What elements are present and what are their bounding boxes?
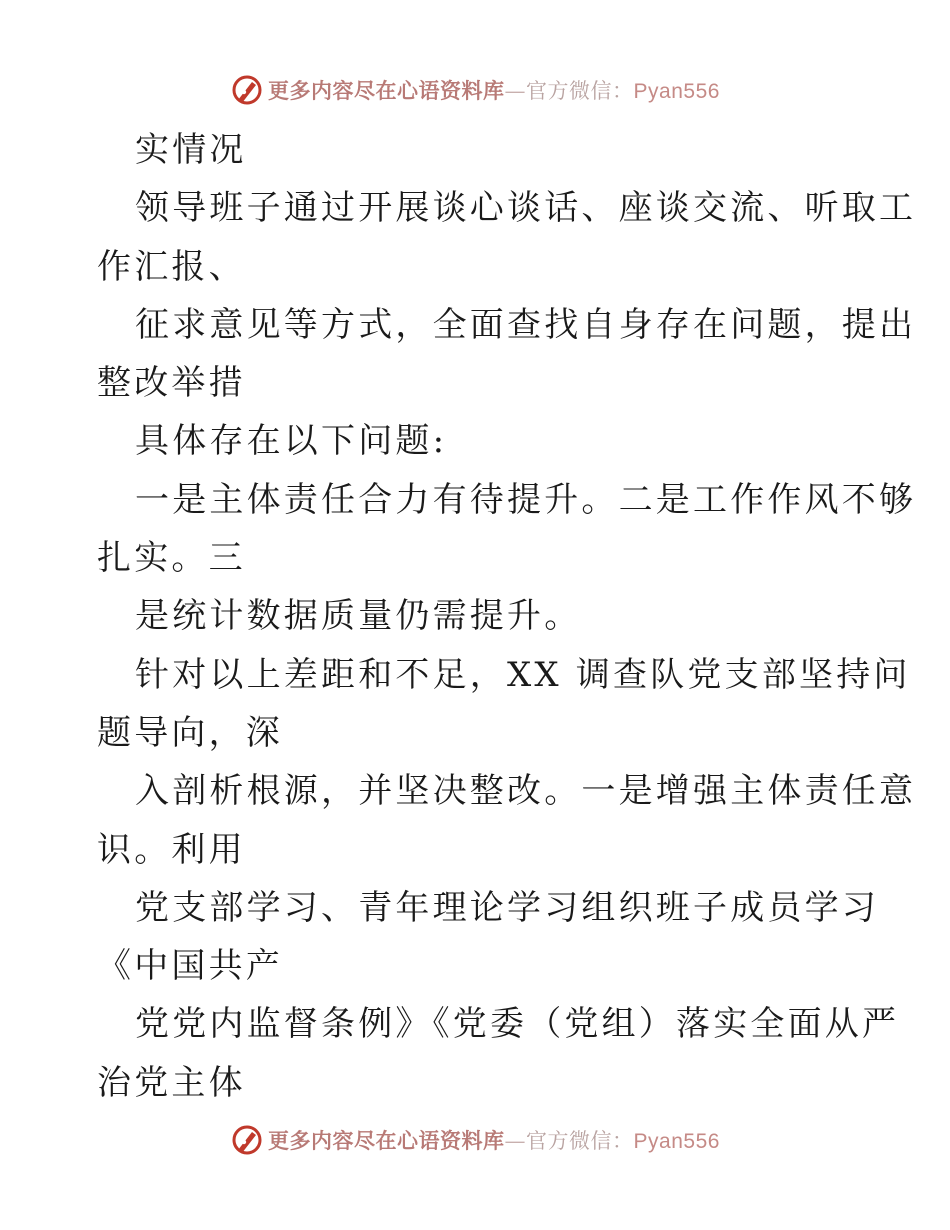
text-line: 实情况 bbox=[135, 130, 247, 170]
text-line: 一是主体责任合力有待提升。二是工作作风不够 bbox=[135, 479, 917, 520]
footer-banner bbox=[0, 1120, 950, 1160]
text-line: 是统计数据质量仍需提升。 bbox=[135, 596, 582, 637]
pen-logo-icon bbox=[230, 1123, 264, 1157]
text-line: 题导向，深 bbox=[97, 712, 283, 753]
document-body bbox=[97, 121, 917, 1112]
text-line: 识。利用 bbox=[97, 829, 246, 870]
text-line: 入剖析根源，并坚决整改。一是增强主体责任意 bbox=[135, 771, 917, 812]
footer-banner-text bbox=[268, 1125, 720, 1155]
text-line: 党党内监督条例》《党委（党组）落实全面从严 bbox=[135, 1004, 900, 1045]
footer-separator: — bbox=[504, 1129, 527, 1153]
footer-brand: 更多内容尽在心语资料库 bbox=[268, 1128, 505, 1153]
text-line: 征求意见等方式，全面查找自身存在问题，提出 bbox=[135, 304, 917, 345]
text-line: 扎实。三 bbox=[97, 538, 246, 579]
text-line: 治党主体 bbox=[97, 1062, 246, 1103]
text-line: 具体存在以下问题: bbox=[135, 421, 448, 462]
pen-logo-icon bbox=[230, 73, 264, 107]
footer-wechat-id: Pyan556 bbox=[633, 1130, 720, 1153]
text-line: 党支部学习、青年理论学习组织班子成员学习 bbox=[135, 887, 879, 928]
header-banner-text bbox=[268, 75, 720, 105]
header-banner bbox=[0, 70, 950, 110]
header-wechat-id: Pyan556 bbox=[633, 80, 720, 103]
header-wechat-label: 官方微信： bbox=[526, 79, 634, 103]
footer-wechat-label: 官方微信： bbox=[526, 1129, 634, 1153]
text-line: 作汇报、 bbox=[97, 246, 246, 287]
text-line: 整改举措 bbox=[97, 363, 246, 404]
header-brand: 更多内容尽在心语资料库 bbox=[268, 78, 505, 103]
text-line: 《中国共产 bbox=[97, 946, 283, 987]
text-line: 领导班子通过开展谈心谈话、座谈交流、听取工 bbox=[135, 188, 917, 229]
text-line: 针对以上差距和不足，XX 调查队党支部坚持问 bbox=[135, 654, 911, 695]
header-separator: — bbox=[504, 79, 527, 103]
